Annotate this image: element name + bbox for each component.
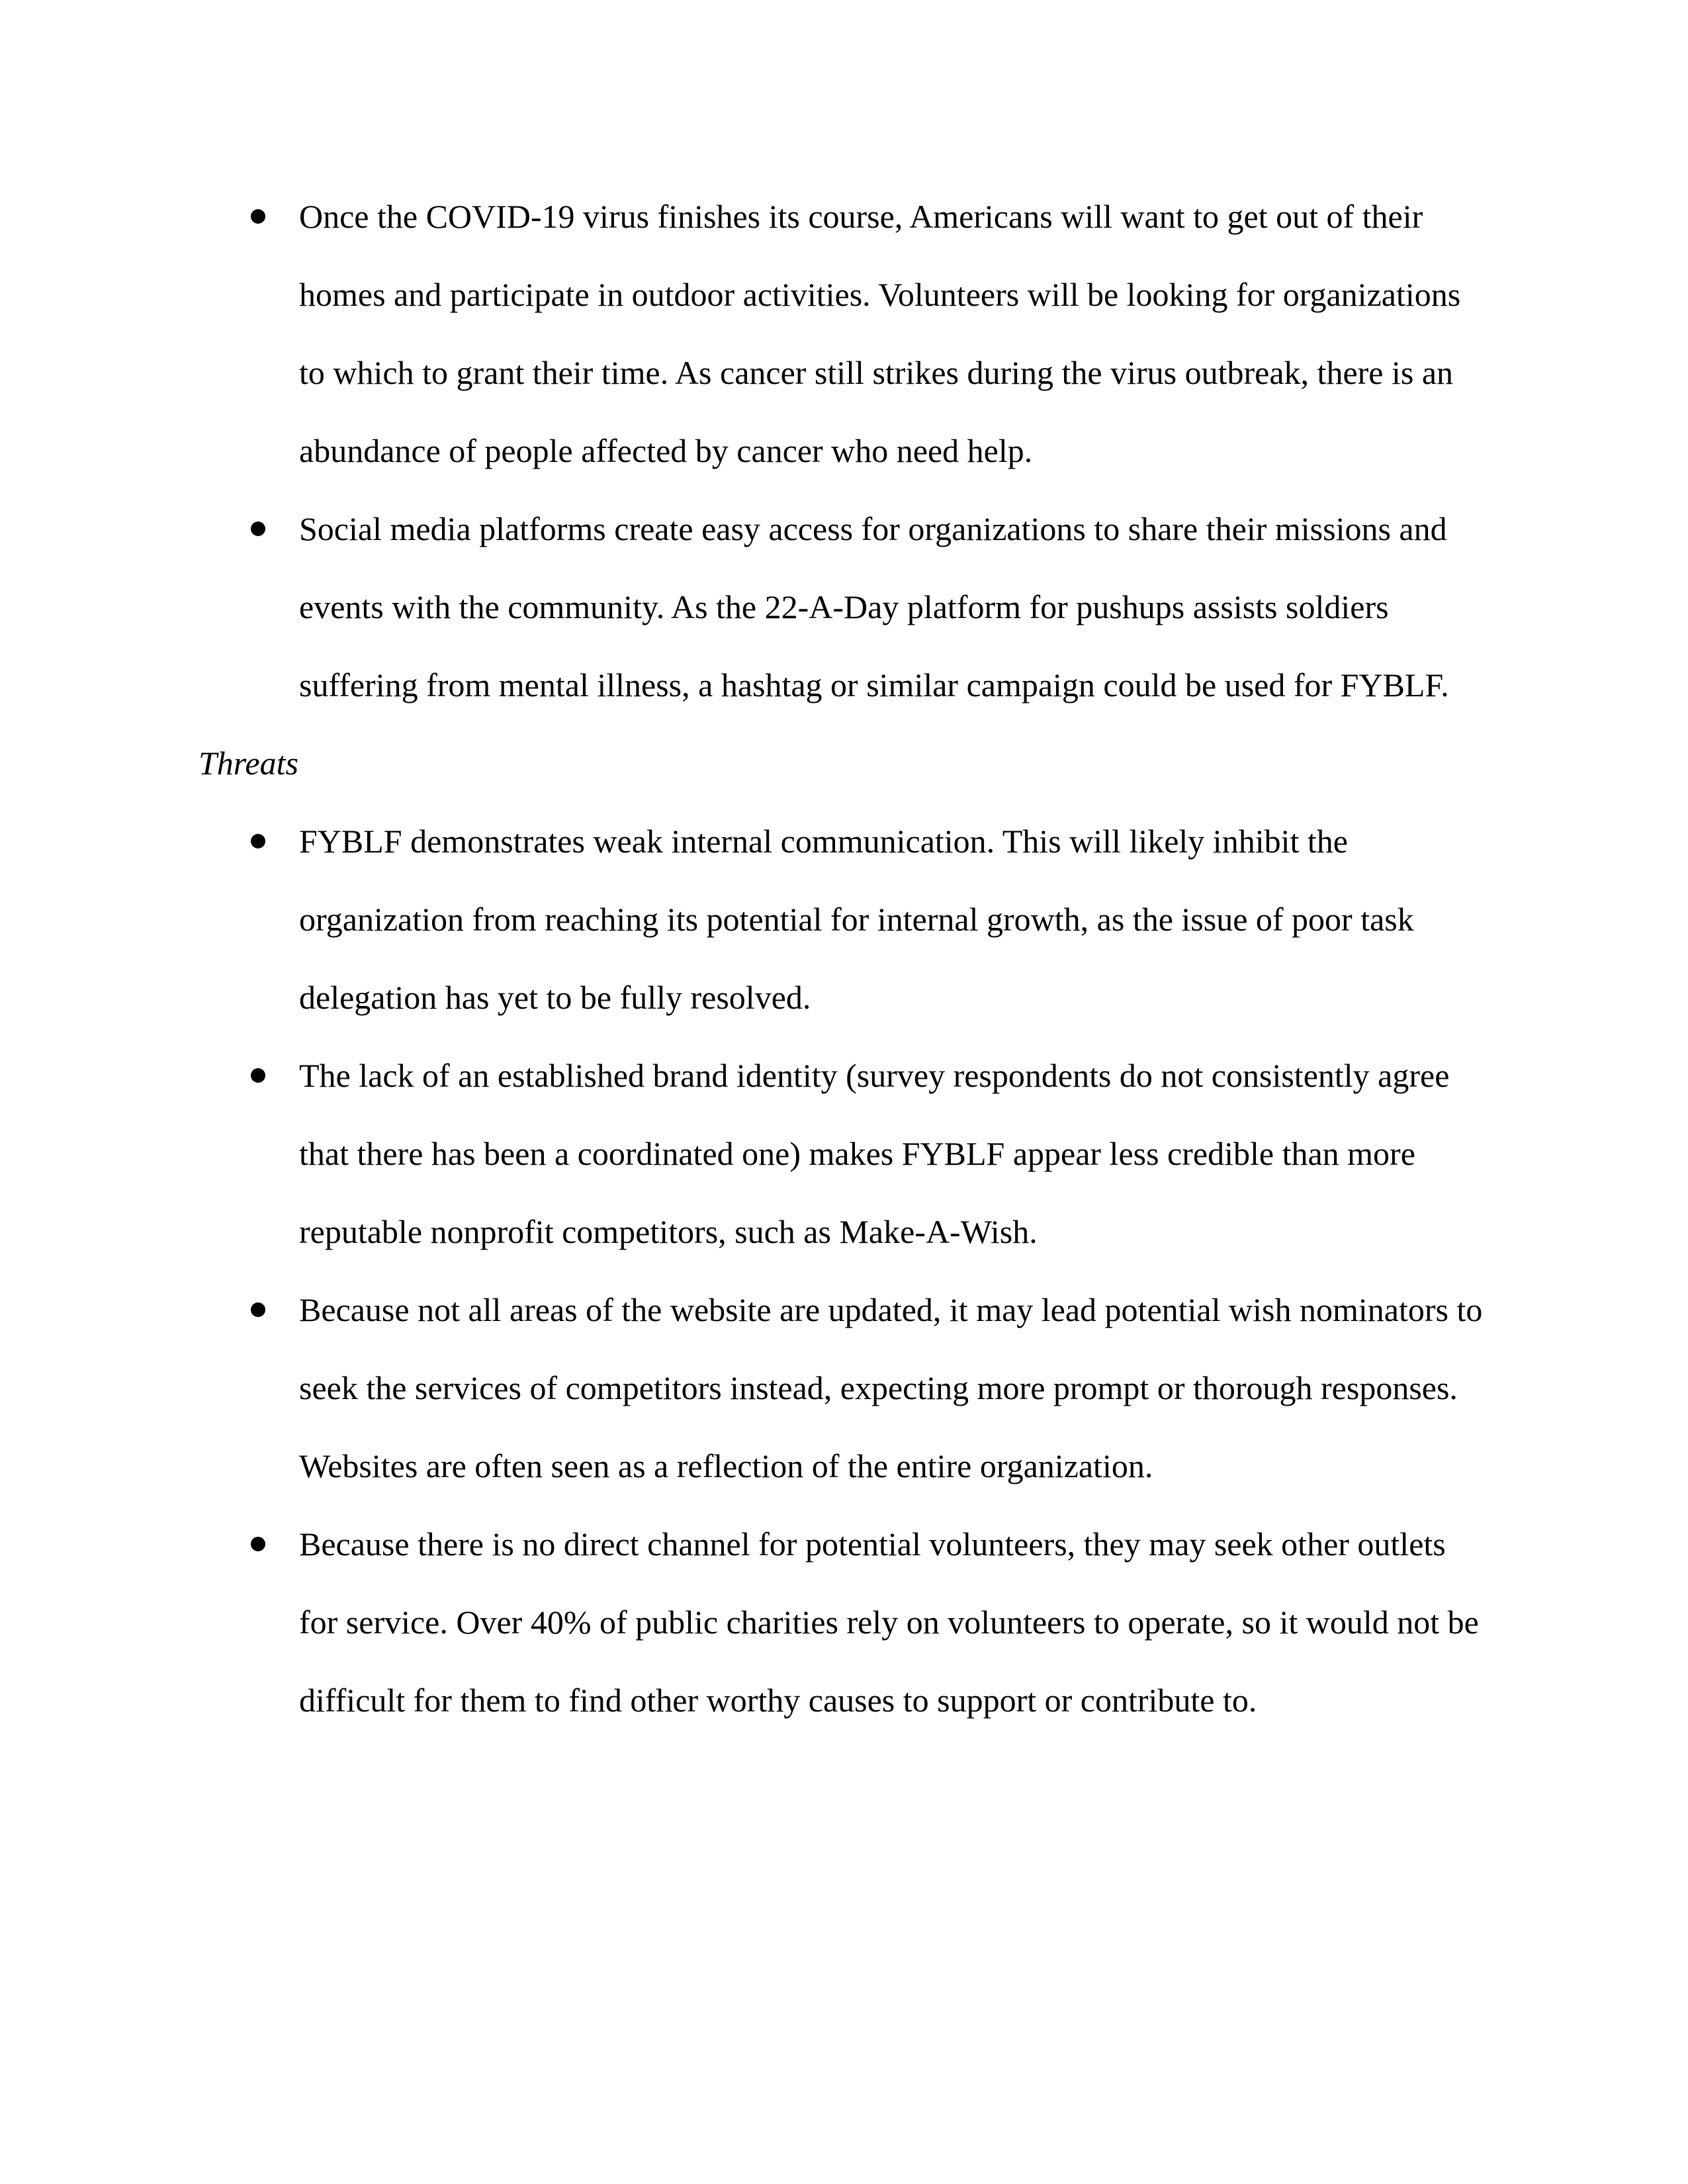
bullet-text (299, 1505, 1495, 1739)
text-line: Once the COVID-19 virus finishes its course, Americans will want to get out of their (299, 198, 1423, 235)
threat-bullet-item (199, 802, 1495, 1036)
bullet-icon (251, 522, 265, 536)
text-line: The lack of an established brand identity (survey respondents do not consistently agree (299, 1057, 1450, 1094)
text-line: reputable nonprofit competitors, such as Make-A-Wish. (299, 1213, 1038, 1250)
threat-bullet-item (199, 1271, 1495, 1505)
text-line: for service. Over 40% of public charities rely on volunteers to operate, so it would not be (299, 1604, 1479, 1641)
bullet-icon (251, 834, 265, 848)
threat-bullet-item (199, 1036, 1495, 1271)
bullet-icon (251, 1302, 265, 1317)
bullet-text (299, 802, 1495, 1036)
text-line: FYBLF demonstrates weak internal communication. This will likely inhibit the (299, 823, 1348, 860)
text-line: events with the community. As the 22-A-Day platform for pushups assists soldiers (299, 588, 1389, 625)
text-line: seek the services of competitors instead, expecting more prompt or thorough responses. (299, 1369, 1458, 1406)
text-line: Social media platforms create easy access for organizations to share their missions and (299, 510, 1447, 547)
text-line: difficult for them to find other worthy causes to support or contribute to. (299, 1682, 1257, 1719)
document-body (199, 177, 1495, 1739)
text-line: that there has been a coordinated one) makes FYBLF appear less credible than more (299, 1135, 1415, 1172)
text-line: Because there is no direct channel for potential volunteers, they may seek other outlets (299, 1525, 1446, 1563)
bullet-icon (251, 1537, 265, 1551)
text-line: homes and participate in outdoor activities. Volunteers will be looking for organizations (299, 276, 1461, 313)
text-line: suffering from mental illness, a hashtag or similar campaign could be used for FYBLF. (299, 666, 1449, 704)
bullet-icon (251, 1068, 265, 1083)
threat-bullet-item (199, 1505, 1495, 1739)
text-line: Websites are often seen as a reflection of the entire organization. (299, 1447, 1153, 1484)
text-line: to which to grant their time. As cancer still strikes during the virus outbreak, there is an (299, 354, 1454, 391)
text-line: organization from reaching its potential for internal growth, as the issue of poor task (299, 901, 1414, 938)
text-line: abundance of people affected by cancer who need help. (299, 432, 1033, 469)
bullet-text (299, 490, 1495, 724)
bullet-text (299, 177, 1495, 490)
bullet-text (299, 1271, 1495, 1505)
bullet-icon (251, 209, 265, 224)
text-line: delegation has yet to be fully resolved. (299, 979, 811, 1016)
text-line: Because not all areas of the website are updated, it may lead potential wish nominators to (299, 1291, 1483, 1328)
threats-heading: Threats (199, 745, 298, 782)
bullet-text (299, 1036, 1495, 1271)
opportunity-bullet-item (199, 490, 1495, 724)
opportunity-bullet-item (199, 177, 1495, 490)
